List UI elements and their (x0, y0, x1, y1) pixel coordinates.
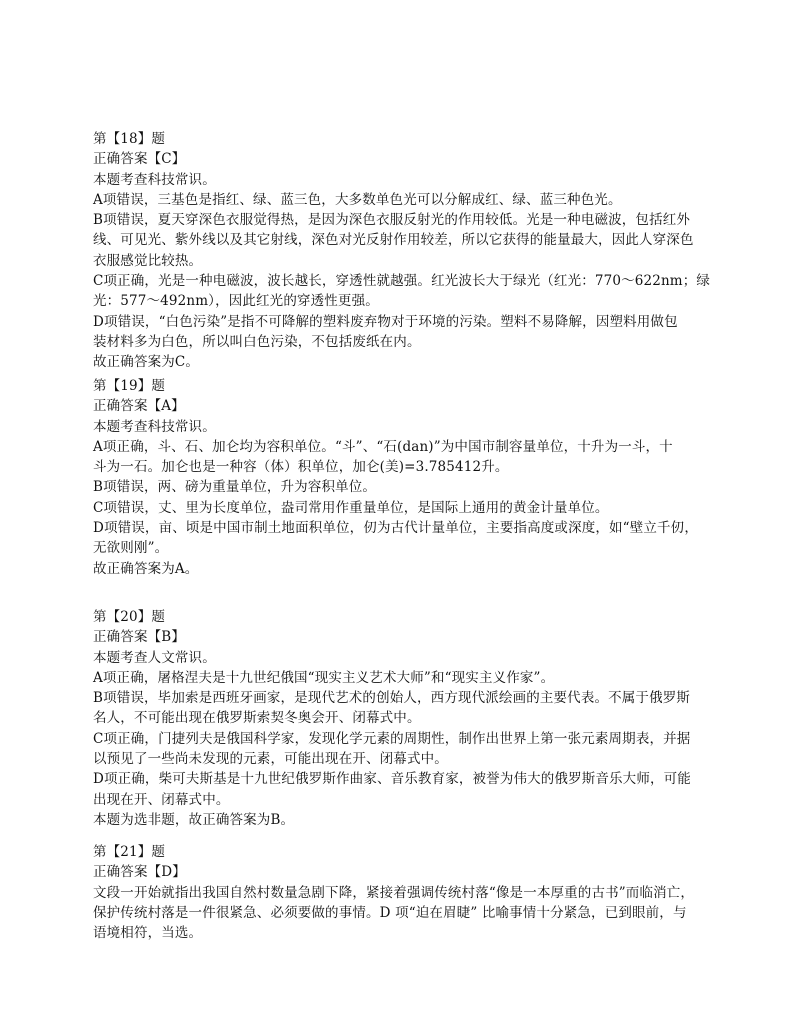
conclusion-line: 故正确答案为A。 (93, 560, 199, 577)
explanation-line: A项错误，三基色是指红、绿、蓝三色，大多数单色光可以分解成红、绿、蓝三种色光。 (93, 191, 622, 208)
explanation-line: 出现在开、闭幕式中。 (93, 791, 230, 808)
conclusion-line: 故正确答案为C。 (93, 354, 200, 371)
correct-answer: 正确答案【D】 (93, 864, 186, 881)
question-title: 第【20】题 (93, 609, 166, 625)
explanation-line: D项正确，柴可夫斯基是十九世纪俄罗斯作曲家、音乐教育家，被誉为伟大的俄罗斯音乐大师，可能 (93, 771, 691, 788)
question-title: 第【18】题 (93, 131, 166, 147)
correct-answer: 正确答案【A】 (93, 398, 185, 415)
explanation-line: 以预见了一些尚未发现的元素，可能出现在开、闭幕式中。 (93, 751, 448, 768)
explanation-line: C项错误，丈、里为长度单位，盎司常用作重量单位，是国际上通用的黄金计量单位。 (93, 499, 609, 516)
question-title: 第【21】题 (93, 844, 166, 860)
explanation-line: 名人，不可能出现在俄罗斯索契冬奥会开、闭幕式中。 (93, 710, 421, 727)
explanation-line: B项错误，两、磅为重量单位，升为容积单位。 (93, 479, 377, 496)
question-21 (93, 842, 718, 943)
explanation-line: D项错误，亩、顷是中国市制土地面积单位，仞为古代计量单位，主要指高度或深度，如“壁立千仞， (93, 520, 698, 537)
conclusion-line: 本题为选非题，故正确答案为B。 (93, 811, 295, 828)
question-title: 第【19】题 (93, 378, 166, 394)
explanation-line: A项正确，斗、石、加仑均为容积单位。“斗”、“石(dan)”为中国市制容量单位，十升为一斗，十 (93, 438, 673, 455)
explanation-line: C项正确，门捷列夫是俄国科学家，发现化学元素的周期性，制作出世界上第一张元素周期表，并据 (93, 730, 691, 747)
explanation-line: A项正确，屠格涅夫是十九世纪俄国“现实主义艺术大师”和“现实主义作家”。 (93, 669, 555, 686)
explanation-line: B项错误，夏天穿深色衣服觉得热，是因为深色衣服反射光的作用较低。光是一种电磁波，包括红外 (93, 212, 691, 229)
explanation-line: 保护传统村落是一件很紧急、必须要做的事情。D 项“迫在眉睫” 比喻事情十分紧急，已到眼前，与 (93, 904, 687, 921)
explanation-line: B项错误，毕加索是西班牙画家，是现代艺术的创始人，西方现代派绘画的主要代表。不属于俄罗斯 (93, 690, 691, 707)
explanation-line: 文段一开始就指出我国自然村数量急剧下降，紧接着强调传统村落“像是一本厚重的古书”而临消亡， (93, 884, 695, 901)
correct-answer: 正确答案【C】 (93, 151, 186, 168)
question-19 (93, 376, 718, 579)
explanation-line: 装材料多为白色，所以叫白色污染，不包括废纸在内。 (93, 333, 421, 350)
explanation-line: 光：577～492nm），因此红光的穿透性更强。 (93, 293, 379, 310)
question-18 (93, 129, 718, 373)
explanation-line: 无欲则刚”。 (93, 540, 169, 557)
question-20 (93, 607, 718, 830)
explanation-line: 斗为一石。加仑也是一种容（体）积单位，加仑(美)=3.785412升。 (93, 459, 509, 476)
correct-answer: 正确答案【B】 (93, 629, 185, 646)
explanation-line: 语境相符，当选。 (93, 925, 203, 942)
explanation-line: 线、可见光、紫外线以及其它射线，深色对光反射作用较差，所以它获得的能量最大，因此人穿深色 (93, 232, 694, 249)
explanation-line: 本题考查科技常识。 (93, 171, 216, 188)
explanation-line: D项错误，“白色污染”是指不可降解的塑料废弃物对于环境的污染。塑料不易降解，因塑料用做包 (93, 313, 678, 330)
explanation-line: 本题考查科技常识。 (93, 418, 216, 435)
explanation-line: 衣服感觉比较热。 (93, 252, 203, 269)
explanation-line: C项正确，光是一种电磁波，波长越长，穿透性就越强。红光波长大于绿光（红光：770～622nm；绿 (93, 273, 711, 290)
explanation-line: 本题考查人文常识。 (93, 649, 216, 666)
